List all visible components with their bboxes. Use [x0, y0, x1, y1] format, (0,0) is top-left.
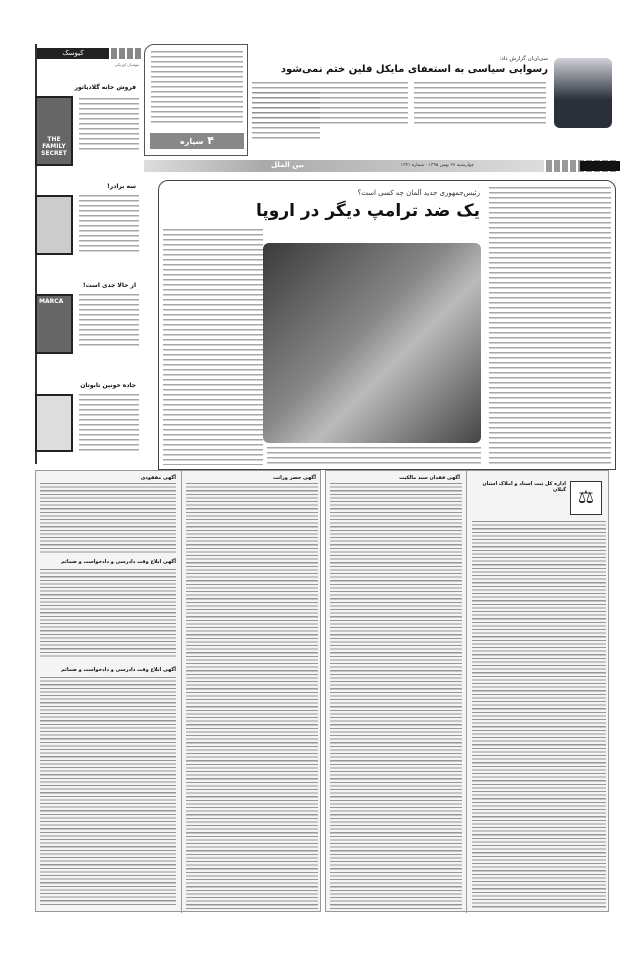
judiciary-emblem-icon: ⚖: [570, 481, 602, 515]
flynn-article: [280, 54, 620, 154]
flynn-headline[interactable]: رسوایی سیاسی به استعفای مایکل فلین ختم نمی‌شود: [280, 64, 548, 75]
kiosk-headline[interactable]: فروش خانه گلادیاتور: [74, 84, 136, 91]
kiosk-item[interactable]: [35, 84, 140, 174]
kiosk-text: [79, 98, 139, 153]
ads-right: [325, 470, 609, 912]
ad-title: آگهی مفقودی: [40, 475, 176, 481]
main-kicker: رئیس‌جمهوری جدید آلمان چه کسی است؟: [357, 189, 480, 197]
kiosk-byline: مهسان اوزبکی: [114, 62, 139, 67]
flynn-kicker: سی‌ان‌ان گزارش داد:: [499, 56, 548, 62]
kiosk-header: کیوسک: [37, 48, 109, 59]
kiosk-thumbnail: THE FAMILY SECRET: [35, 96, 73, 166]
kiosk-headline[interactable]: جاده خونین تابوتان: [80, 382, 136, 389]
section-bar: [144, 160, 544, 172]
kiosk-item[interactable]: [35, 282, 140, 372]
flynn-photo: [554, 58, 612, 128]
kiosk-thumbnail: MARCA: [35, 294, 73, 354]
main-photo: [263, 243, 481, 443]
kiosk-text: [79, 294, 139, 349]
kiosk-headline[interactable]: سه برادر!: [107, 183, 136, 190]
ad-title: آگهی ابلاغ وقت دادرسی و دادخواست و ضمائم: [40, 559, 176, 565]
kiosk-text: [79, 394, 139, 452]
ads-left: [35, 470, 321, 912]
top-left-box: [144, 44, 248, 156]
section-logo: ۴ سیاره: [150, 133, 244, 149]
main-headline[interactable]: یک ضد ترامپ دیگر در اروپا: [256, 201, 480, 221]
ad-title: آگهی فقدان سند مالکیت: [330, 475, 460, 481]
kiosk-thumbnail: [35, 195, 73, 255]
kiosk-item[interactable]: [35, 183, 140, 273]
kiosk-decor: [111, 48, 143, 59]
ad-title: آگهی ابلاغ وقت دادرسی و دادخواست و ضمائم: [40, 667, 176, 673]
issue-date: چهارشنبه ۲۷ بهمن ۱۳۹۵ - شماره ۱۳۴۱: [400, 163, 474, 168]
section-name: بین الملل: [270, 161, 304, 169]
ad-title: آگهی حصر وراثت: [186, 475, 316, 481]
ad-title: اداره کل ثبت اسناد و املاک استان گیلان: [470, 481, 566, 493]
kiosk-item[interactable]: [35, 382, 140, 464]
kiosk-text: [79, 195, 139, 253]
main-article: [158, 180, 616, 470]
kiosk-headline[interactable]: از حالا جدی است!: [82, 282, 136, 289]
kiosk-thumbnail: [35, 394, 73, 452]
